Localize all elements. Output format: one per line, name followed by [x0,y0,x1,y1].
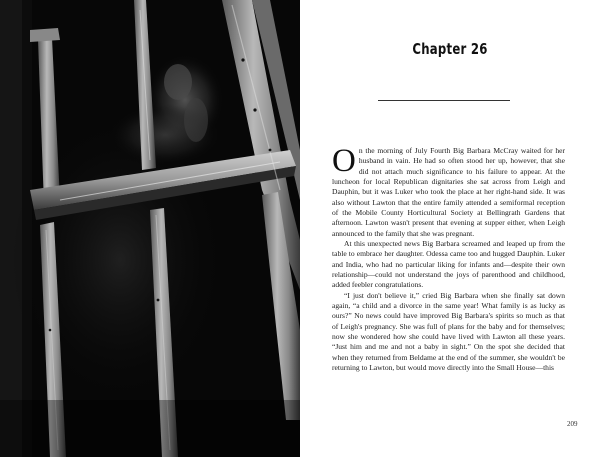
text-page [300,0,600,457]
paragraph-1-text: n the morning of July Fourth Big Barbara McCray waited for her husband in vain. He had so often stood her up, however, that she did not attach much significance to his failure to appear. At the luncheon for local Republican dignitaries she sat across from Leigh and Dauphin, but it was Luker who took the place at her right-hand side. It was also without Lawton that the entire family attended a semiformal reception of the Mobile County Horticultural Society at Bellingrath Gardens that afternoon. Lawton wasn't present that evening at supper either, when Leigh announced to the family that she was pregnant. [332,146,565,238]
chapter-title: Chapter 26 [412,40,488,58]
chapter-body [332,143,565,373]
paragraph-1 [332,143,565,239]
title-rule [378,100,510,101]
page-number: 209 [567,420,578,428]
paragraph-3: “I just don't believe it,” cried Big Barbara when she finally sat down again, “a child and a divorce in the same year! What family is as lucky as ours?” No news could have improved Big Barbara's spirits so much as that of Leigh's pregnancy. She was full of plans for the baby and for themselves; now she wondered how she could have lived with Lawton all these years. “Just him and me and not a baby in sight.” On the spot she decided that when they returned from Beldame at the end of the summer, she wouldn't be returning to Lawton, but would move directly into the Small House—this [332,290,565,372]
paragraph-2: At this unexpected news Big Barbara screamed and leaped up from the table to embrace her daughter. Odessa came too and hugged Dauphin. Luker and India, who had no particular liking for infants and—despite their own relationship—could not understand the joys of parenthood and childhood, added feebler congratulations. [332,238,565,290]
drop-cap: O [332,143,356,179]
